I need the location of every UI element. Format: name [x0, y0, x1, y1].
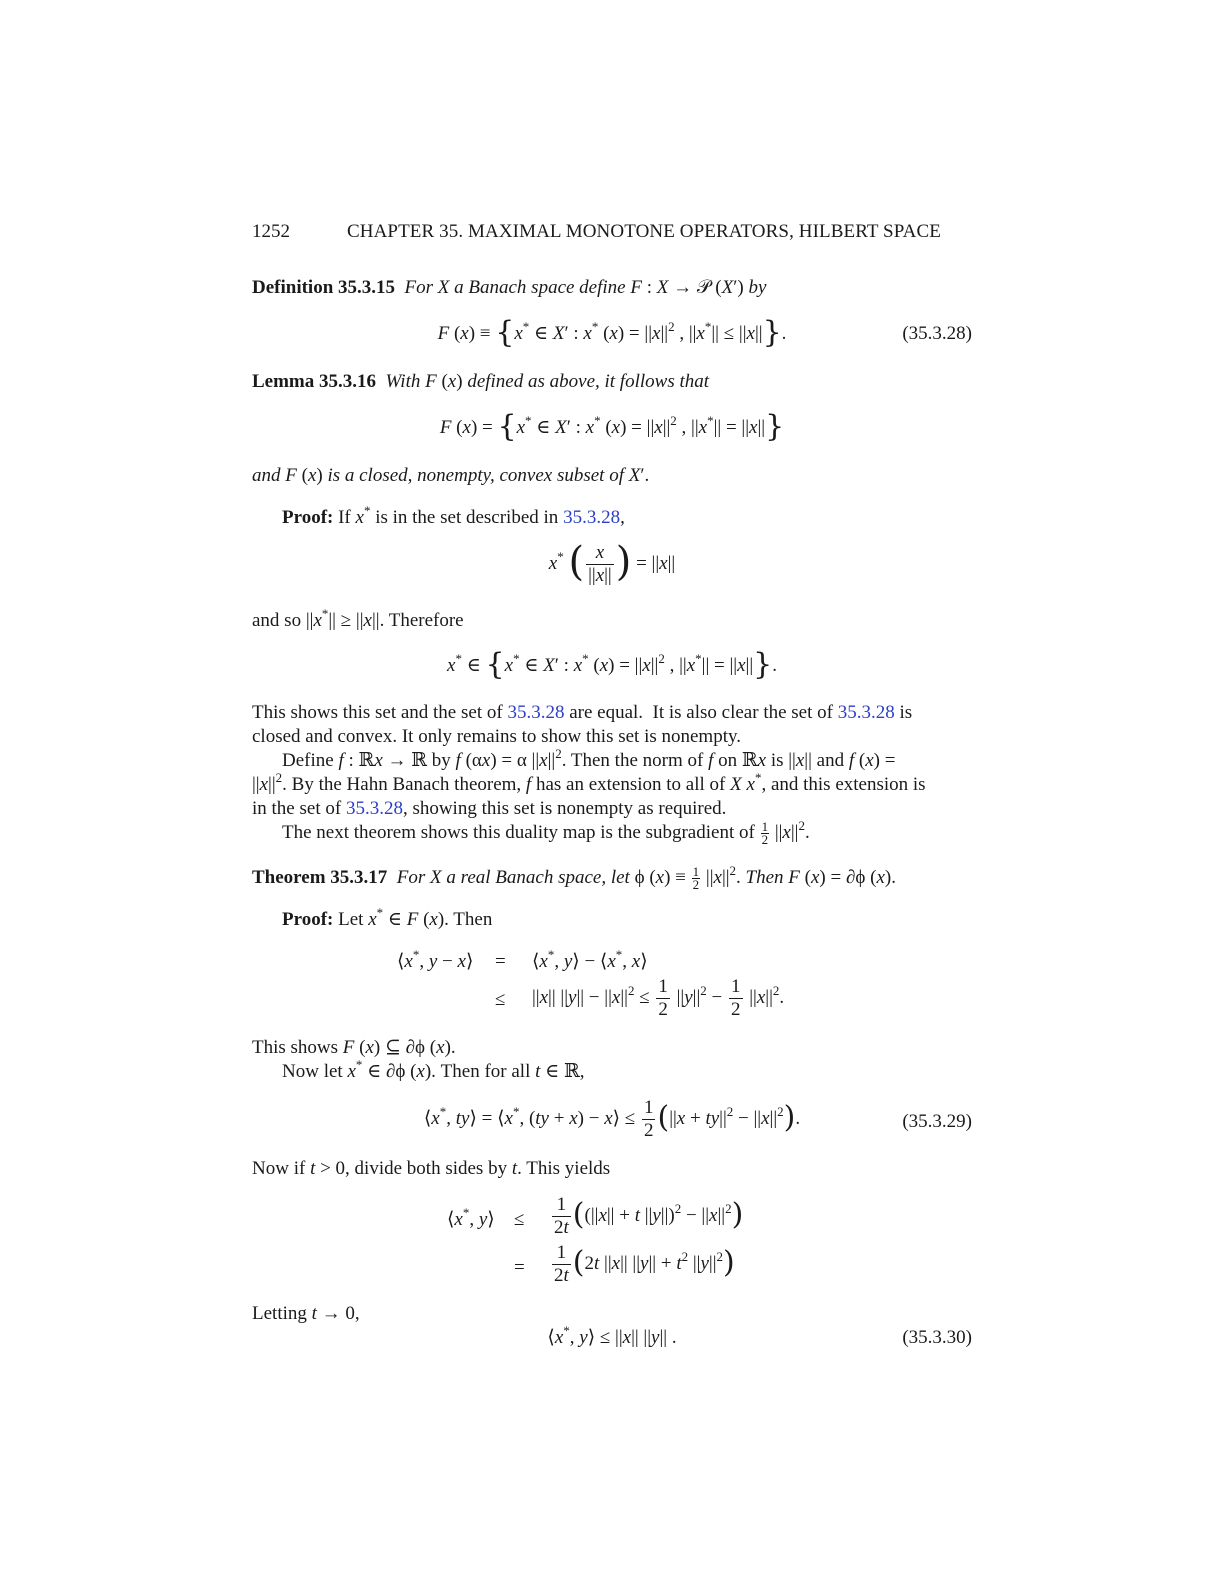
proof-2-label: Proof:	[282, 909, 334, 930]
aligned-lhs: ⟨x*, y⟩	[447, 1204, 495, 1230]
equation-number: (35.3.29)	[902, 1111, 972, 1132]
lemma-label: Lemma 35.3.16	[252, 371, 377, 392]
equation-35-3-28: F (x) ≡ {x* ∈ X′ : x* $(x) = ||x||^2$ , ||x*|| ≤ ||x||}.	[437, 315, 787, 350]
aligned-rhs: $\frac{1}{2t}$ (2t ||x|| $||y|| + t^2$ $||y||^2$)	[554, 1242, 735, 1286]
proof-1-paragraph-d: $||x||^2$. By the Hahn Banach theorem, f has an extension to all of X x*, and this extension is	[252, 769, 926, 795]
proof-2-limit: Letting t → 0,	[252, 1303, 360, 1324]
proof-2-subset: This shows F (x) ⊆ ∂ϕ (x).	[252, 1037, 456, 1058]
aligned-rhs: ⟨x*, y⟩ − ⟨x*, x⟩	[532, 946, 648, 972]
equation-link[interactable]: 35.3.28	[507, 702, 565, 723]
aligned-lhs: ⟨x*, y − x⟩	[397, 946, 474, 972]
proof-1-intro: Proof: If x* is in the set described in 35.3.28,	[282, 502, 625, 528]
lemma-conclusion: and F (x) is a closed, nonempty, convex subset of X′.	[252, 465, 650, 486]
theorem-statement: Theorem 35.3.17 For X a real Banach space, let ϕ (x) ≡ $\frac{1}{2}$ $||x||^2$. Then F (x) = ∂ϕ (x).	[252, 862, 896, 893]
proof-1-paragraph-c: Define f : ℝx → ℝ by f (αx) = α $||x||^2$. Then the norm of f on ℝx is ||x|| and f (x) =	[282, 745, 896, 771]
aligned-rhs: ||x|| $||y|| - ||x||^2$ ≤ $\frac{1}{2}$ $||y||^2$ − $\frac{1}{2}$ $||x||^2$.	[532, 976, 785, 1020]
lemma-statement: Lemma 35.3.16 With F (x) defined as above, it follows that	[252, 371, 710, 392]
proof-1-normalized-equation: x* ( $\frac{x}{||x||}$ ) = ||x||	[548, 538, 676, 586]
definition-label: Definition 35.3.15	[252, 277, 396, 298]
equation-link[interactable]: 35.3.28	[563, 507, 621, 528]
equation-number: (35.3.28)	[902, 323, 972, 344]
chapter-title: CHAPTER 35. MAXIMAL MONOTONE OPERATORS, HILBERT SPACE	[347, 221, 941, 242]
proof-1-set-membership: x* ∈ {x* ∈ X′ : x* $(x) = ||x||^2$ , ||x*|| = ||x||}.	[447, 647, 777, 682]
proof-1-paragraph-b: closed and convex. It only remains to show this set is nonempty.	[252, 726, 741, 747]
aligned-rhs: $\frac{1}{2t}$ ((||x|| + t $||y||)^2 - ||x||^2$)	[554, 1194, 744, 1238]
equation-number: (35.3.30)	[902, 1327, 972, 1348]
page-number: 1252	[252, 221, 290, 242]
proof-1-paragraph-e: in the set of 35.3.28, showing this set is nonempty as required.	[252, 798, 727, 819]
equation-link[interactable]: 35.3.28	[345, 798, 403, 819]
proof-2-converse: Now let x* ∈ ∂ϕ (x). Then for all t ∈ ℝ,	[282, 1056, 585, 1082]
proof-1-label: Proof:	[282, 507, 334, 528]
aligned-relation: ≤	[514, 1209, 525, 1230]
running-header	[252, 220, 972, 246]
aligned-relation: ≤	[495, 989, 506, 1010]
proof-2-intro: Proof: Let x* ∈ F (x). Then	[282, 904, 493, 930]
equation-35-3-29: ⟨x*, ty⟩ = ⟨x*, (ty + x) − x⟩ ≤ $\frac{1}{2}$ $(||x + ty||^2 - ||x||^2)$.	[423, 1097, 801, 1141]
proof-2-divide: Now if t > 0, divide both sides by t. This yields	[252, 1158, 611, 1179]
aligned-relation: =	[514, 1257, 525, 1278]
theorem-label: Theorem 35.3.17	[252, 867, 388, 888]
transition-sentence: The next theorem shows this duality map is the subgradient of $\frac{1}{2}$ $||x||^2$.	[282, 817, 810, 848]
lemma-equation: F (x) = {x* ∈ X′ : x* $(x) = ||x||^2$ , ||x*|| = ||x||}	[439, 409, 785, 444]
equation-35-3-30: ⟨x*, y⟩ ≤ ||x|| ||y|| .	[547, 1322, 677, 1348]
aligned-relation: =	[495, 951, 506, 972]
equation-link[interactable]: 35.3.28	[837, 702, 895, 723]
proof-1-norm-bound: and so ||x*|| ≥ ||x||. Therefore	[252, 605, 464, 631]
proof-1-paragraph-a: This shows this set and the set of 35.3.28 are equal. It is also clear the set of 35.3.28 is	[252, 702, 913, 723]
definition-statement: Definition 35.3.15 For X a Banach space define F : X → 𝒫 (X′) by	[252, 277, 767, 298]
